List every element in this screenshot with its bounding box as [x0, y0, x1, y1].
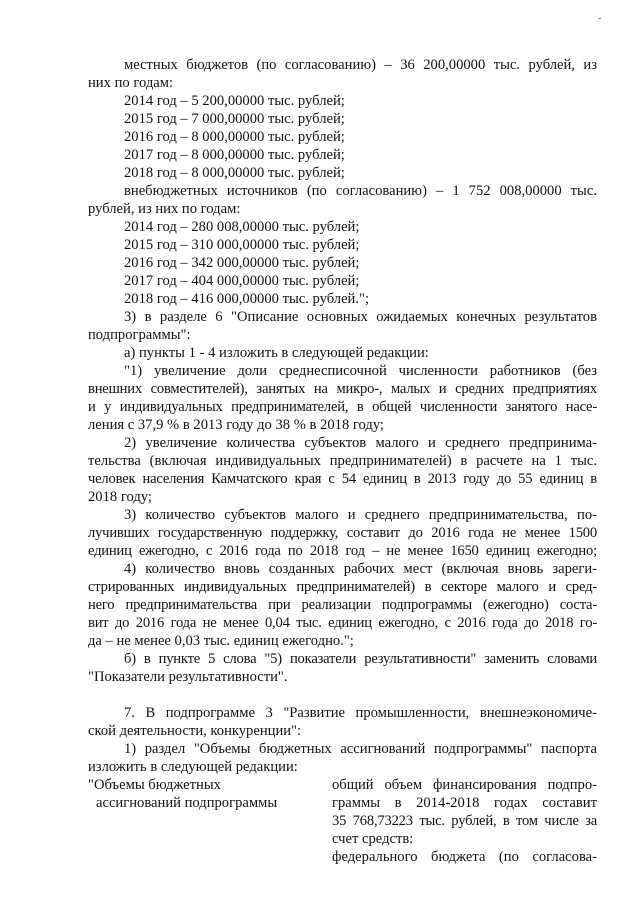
- extra-year-2017: 2017 год – 404 000,00000 тыс. рублей;: [124, 273, 360, 289]
- point2-line-3: человек населения Камчатского края с 54 единиц в 2013 году до 55 единиц в: [88, 471, 597, 487]
- extra-year-2014: 2014 год – 280 008,00000 тыс. рублей;: [124, 219, 360, 235]
- table-right-line-1: общий объем финансирования подпро-: [332, 777, 597, 793]
- item3-line-2: подпрограммы":: [88, 327, 191, 343]
- point4-line-4: вит до 2016 года не менее 0,04 тыс. единиц ежегодно, с 2016 года до 2018 го-: [88, 615, 597, 631]
- point1-line-2: внешних совместителей), занятых на микро-, малых и средних предприятиях: [88, 381, 597, 397]
- point4-line-2: стрированных индивидуальных предпринимателей) в секторе малого и сред-: [88, 579, 597, 595]
- local-budget-line-1: местных бюджетов (по согласованию) – 36 200,00000 тыс. рублей, из: [124, 57, 597, 73]
- table-right-line-4: счет средств:: [332, 831, 414, 847]
- local-year-2016: 2016 год – 8 000,00000 тыс. рублей;: [124, 129, 345, 145]
- point4-line-3: него предпринимательства при реализации подпрограммы (ежегодно) соста-: [88, 597, 597, 613]
- item7-line-2: ской деятельности, конкуренции":: [88, 723, 302, 739]
- item3-line-1: 3) в разделе 6 "Описание основных ожидаемых конечных результатов: [124, 309, 597, 325]
- table-right-line-3: 35 768,73223 тыс. рублей, в том числе за: [332, 813, 597, 829]
- extra-year-2016: 2016 год – 342 000,00000 тыс. рублей;: [124, 255, 360, 271]
- point3-line-2: лучивших государственную поддержку, составит до 2016 года не менее 1500: [88, 525, 597, 541]
- local-year-2017: 2017 год – 8 000,00000 тыс. рублей;: [124, 147, 345, 163]
- item7-sub1-line-2: изложить в следующей редакции:: [88, 759, 298, 775]
- page-mark: -: [598, 13, 602, 24]
- extra-year-2018: 2018 год – 416 000,00000 тыс. рублей.";: [124, 291, 370, 307]
- point4-line-5: да – не менее 0,03 тыс. единиц ежегодно.";: [88, 633, 354, 649]
- local-year-2018: 2018 год – 8 000,00000 тыс. рублей;: [124, 165, 345, 181]
- point1-line-4: ления с 37,9 % в 2013 году до 38 % в 2018 году;: [88, 417, 384, 433]
- local-year-2015: 2015 год – 7 000,00000 тыс. рублей;: [124, 111, 345, 127]
- table-right-line-5: федерального бюджета (по согласова-: [332, 849, 597, 865]
- point2-line-1: 2) увеличение количества субъектов малого и среднего предпринима-: [124, 435, 597, 451]
- local-budget-line-2: них по годам:: [88, 75, 174, 91]
- local-year-2014: 2014 год – 5 200,00000 тыс. рублей;: [124, 93, 345, 109]
- item7-sub1-line-1: 1) раздел "Объемы бюджетных ассигнований подпрограммы" паспорта: [124, 741, 597, 757]
- point2-line-4: 2018 году;: [88, 489, 152, 505]
- sub-b-line-2: "Показатели результативности".: [88, 669, 288, 685]
- sub-b-line-1: б) в пункте 5 слова "5) показатели результативности" заменить словами: [124, 651, 597, 667]
- point1-line-1: "1) увеличение доли среднесписочной численности работников (без: [124, 363, 597, 379]
- extra-year-2015: 2015 год – 310 000,00000 тыс. рублей;: [124, 237, 360, 253]
- table-right-line-2: граммы в 2014-2018 годах составит: [332, 795, 597, 811]
- table-left-line-1: "Объемы бюджетных: [88, 777, 221, 793]
- extra-budget-line-2: рублей, из них по годам:: [88, 201, 241, 217]
- table-left-line-2: ассигнований подпрограммы: [96, 795, 278, 811]
- point4-line-1: 4) количество вновь созданных рабочих мест (включая вновь зареги-: [124, 561, 597, 577]
- point3-line-1: 3) количество субъектов малого и среднего предпринимательства, по-: [124, 507, 597, 523]
- point3-line-3: единиц ежегодно, с 2016 года по 2018 год – не менее 1650 единиц ежегодно;: [88, 543, 597, 559]
- item7-line-1: 7. В подпрограмме 3 "Развитие промышленности, внешнеэкономиче-: [124, 705, 597, 721]
- point2-line-2: тельства (включая индивидуальных предпринимателей) в расчете на 1 тыс.: [88, 453, 597, 469]
- point1-line-3: и у индивидуальных предпринимателей, в общей численности занятого насе-: [88, 399, 597, 415]
- extra-budget-line-1: внебюджетных источников (по согласованию) – 1 752 008,00000 тыс.: [124, 183, 597, 199]
- item3-sub-a: а) пункты 1 - 4 изложить в следующей редакции:: [124, 345, 429, 361]
